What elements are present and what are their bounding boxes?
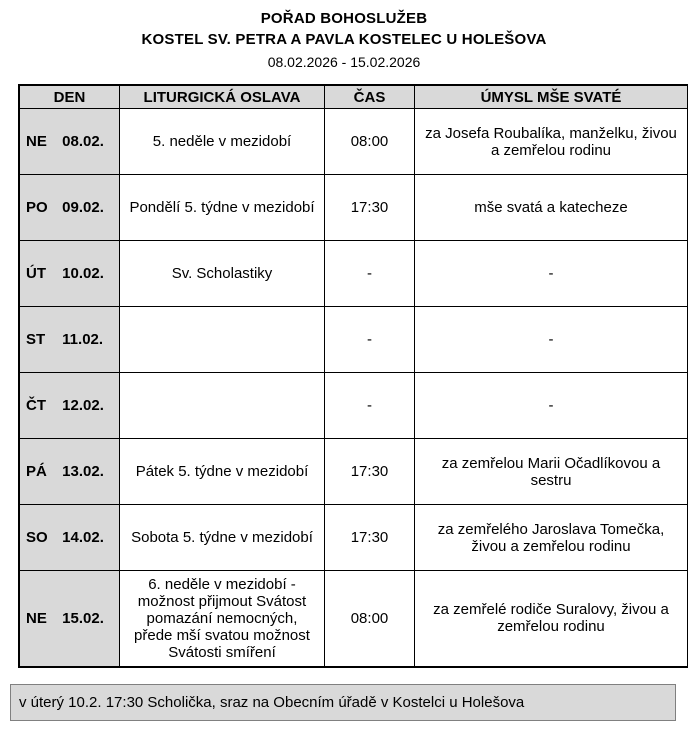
day-date: 14.02. — [62, 529, 104, 546]
time-cell: 17:30 — [325, 505, 415, 571]
time-cell: 08:00 — [325, 109, 415, 175]
intention-cell: - — [415, 307, 688, 373]
time-cell: 17:30 — [325, 175, 415, 241]
time-cell: - — [325, 307, 415, 373]
celebration-cell: Pátek 5. týdne v mezidobí — [120, 439, 325, 505]
intention-cell: mše svatá a katecheze — [415, 175, 688, 241]
day-abbr: ÚT — [26, 265, 46, 282]
celebration-cell: 6. neděle v mezidobí - možnost přijmout Svátost pomazání nemocných, přede mší svatou možnost Svátosti smíření — [120, 571, 325, 667]
intention-cell: za zemřelou Marii Očadlíkovou a sestru — [415, 439, 688, 505]
table-row — [19, 241, 688, 307]
day-abbr: SO — [26, 529, 48, 546]
celebration-cell: Pondělí 5. týdne v mezidobí — [120, 175, 325, 241]
date-range: 08.02.2026 - 15.02.2026 — [267, 54, 421, 70]
time-cell: - — [325, 373, 415, 439]
day-abbr: PO — [26, 199, 48, 216]
day-date: 11.02. — [62, 331, 104, 348]
day-cell — [19, 175, 120, 241]
column-header-den: DEN — [19, 85, 120, 109]
celebration-cell — [120, 307, 325, 373]
day-date: 13.02. — [62, 463, 104, 480]
celebration-cell: Sobota 5. týdne v mezidobí — [120, 505, 325, 571]
day-abbr: ST — [26, 331, 46, 348]
table-row — [19, 109, 688, 175]
day-cell — [19, 307, 120, 373]
footer-note: v úterý 10.2. 17:30 Scholička, sraz na Obecním úřadě v Kostelci u Holešova — [10, 684, 676, 721]
table-row — [19, 439, 688, 505]
day-cell — [19, 571, 120, 667]
column-header-cas: ČAS — [325, 85, 415, 109]
day-date: 09.02. — [62, 199, 104, 216]
day-date: 12.02. — [62, 397, 104, 414]
table-row — [19, 505, 688, 571]
day-cell — [19, 241, 120, 307]
page-title: POŘAD BOHOSLUŽEB — [260, 10, 428, 27]
intention-cell: za zemřelého Jaroslava Tomečka, živou a zemřelou rodinu — [415, 505, 688, 571]
intention-cell: - — [415, 241, 688, 307]
day-abbr: PÁ — [26, 463, 47, 480]
day-abbr: NE — [26, 609, 47, 627]
column-header-oslava: LITURGICKÁ OSLAVA — [120, 85, 325, 109]
intention-cell: za Josefa Roubalíka, manželku, živou a zemřelou rodinu — [415, 109, 688, 175]
column-header-umysl: ÚMYSL MŠE SVATÉ — [415, 85, 688, 109]
table-header-row — [19, 85, 688, 109]
day-cell — [19, 109, 120, 175]
time-cell: 17:30 — [325, 439, 415, 505]
intention-cell: za zemřelé rodiče Suralovy, živou a zemřelou rodinu — [415, 571, 688, 667]
celebration-cell: 5. neděle v mezidobí — [120, 109, 325, 175]
time-cell: 08:00 — [325, 571, 415, 667]
celebration-cell — [120, 373, 325, 439]
celebration-cell: Sv. Scholastiky — [120, 241, 325, 307]
day-date: 08.02. — [62, 133, 104, 150]
day-date: 15.02. — [62, 609, 104, 627]
schedule-table — [18, 84, 688, 668]
table-row — [19, 175, 688, 241]
day-cell — [19, 439, 120, 505]
table-row — [19, 307, 688, 373]
day-abbr: ČT — [26, 397, 46, 414]
time-cell: - — [325, 241, 415, 307]
intention-cell: - — [415, 373, 688, 439]
document-header — [0, 0, 688, 70]
table-row — [19, 373, 688, 439]
church-name: KOSTEL SV. PETRA A PAVLA KOSTELEC U HOLEŠOVA — [141, 31, 547, 48]
table-row — [19, 571, 688, 667]
day-cell — [19, 373, 120, 439]
day-cell — [19, 505, 120, 571]
day-abbr: NE — [26, 133, 47, 150]
day-date: 10.02. — [62, 265, 104, 282]
